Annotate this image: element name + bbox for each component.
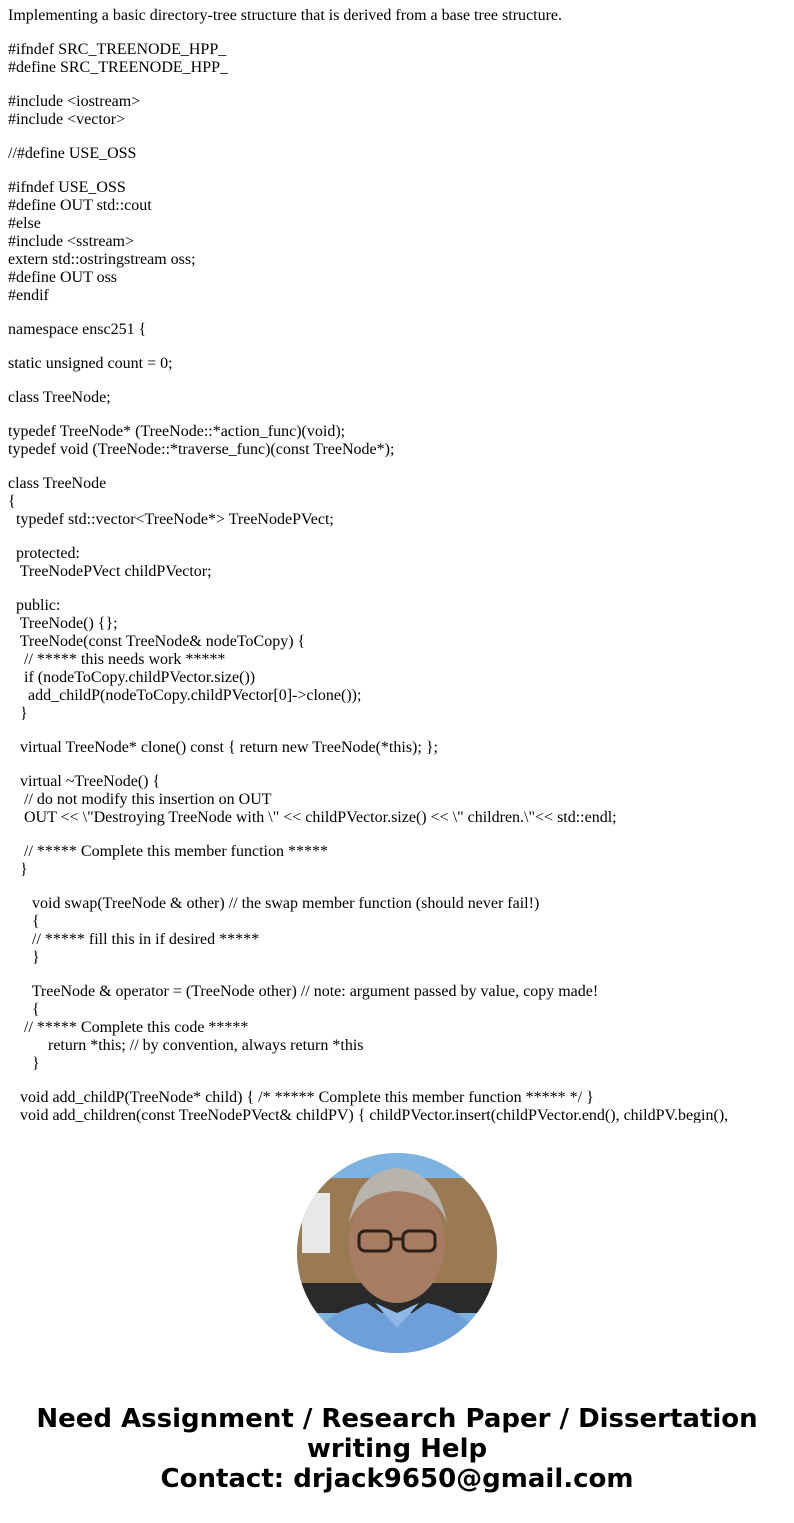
code-line: #include <vector> xyxy=(8,111,126,128)
code-paragraph xyxy=(8,475,788,529)
code-paragraph xyxy=(8,145,788,163)
code-paragraph xyxy=(8,1089,788,1123)
code-line: virtual ~TreeNode() { xyxy=(8,773,161,790)
code-line: static unsigned count = 0; xyxy=(8,355,173,372)
code-line: // ***** Complete this member function ***** xyxy=(8,843,328,860)
code-line: } xyxy=(8,705,28,722)
code-line: #include <sstream> xyxy=(8,233,135,250)
code-line: public: xyxy=(8,597,61,614)
code-line: // do not modify this insertion on OUT xyxy=(8,791,272,808)
code-paragraph xyxy=(8,93,788,129)
footer-contact-email: Contact: drjack9650@gmail.com xyxy=(160,1464,634,1494)
code-line: virtual TreeNode* clone() const { return new TreeNode(*this); }; xyxy=(8,739,438,756)
person-photo-icon xyxy=(297,1153,497,1353)
code-paragraph xyxy=(8,179,788,305)
code-line: TreeNode() {}; xyxy=(8,615,118,632)
code-listing xyxy=(8,41,788,1123)
code-line: typedef TreeNode* (TreeNode::*action_func)(void); xyxy=(8,423,346,440)
code-paragraph xyxy=(8,41,788,77)
code-line: void add_children(const TreeNodePVect& childPV) { childPVector.insert(childPVector.end(), childPV.begin(), xyxy=(8,1107,729,1123)
code-line: // ***** fill this in if desired ***** xyxy=(8,931,260,948)
code-line: #ifndef SRC_TREENODE_HPP_ xyxy=(8,41,227,58)
code-line: #ifndef USE_OSS xyxy=(8,179,126,196)
code-paragraph xyxy=(8,389,788,407)
code-line: #define OUT oss xyxy=(8,269,118,286)
code-line: TreeNodePVect childPVector; xyxy=(8,563,212,580)
intro-text: Implementing a basic directory-tree structure that is derived from a base tree structure. xyxy=(8,7,562,24)
code-line: TreeNode & operator = (TreeNode other) // note: argument passed by value, copy made! xyxy=(8,983,599,1000)
code-line: { xyxy=(8,913,40,930)
code-line: // ***** Complete this code ***** xyxy=(8,1019,249,1036)
code-paragraph xyxy=(8,321,788,339)
code-line: #define OUT std::cout xyxy=(8,197,152,214)
code-line: typedef std::vector<TreeNode*> TreeNodePVect; xyxy=(8,511,334,528)
document-body xyxy=(8,7,788,1123)
code-paragraph xyxy=(8,355,788,373)
code-paragraph xyxy=(8,843,788,879)
code-line: class TreeNode xyxy=(8,475,107,492)
code-line: typedef void (TreeNode::*traverse_func)(const TreeNode*); xyxy=(8,441,395,458)
code-line: #endif xyxy=(8,287,49,304)
code-line: class TreeNode; xyxy=(8,389,111,406)
code-line: #else xyxy=(8,215,41,232)
code-paragraph xyxy=(8,739,788,757)
code-paragraph xyxy=(8,895,788,967)
code-paragraph xyxy=(8,423,788,459)
code-paragraph xyxy=(8,773,788,827)
footer-headline-2: writing Help xyxy=(306,1434,488,1464)
code-line: TreeNode(const TreeNode& nodeToCopy) { xyxy=(8,633,306,650)
code-line: } xyxy=(8,1055,40,1072)
code-line: add_childP(nodeToCopy.childPVector[0]->clone()); xyxy=(8,687,362,704)
code-line: extern std::ostringstream oss; xyxy=(8,251,196,268)
footer-headline-1: Need Assignment / Research Paper / Dissertation xyxy=(36,1404,758,1434)
code-line: void swap(TreeNode & other) // the swap member function (should never fail!) xyxy=(8,895,540,912)
code-line: #define SRC_TREENODE_HPP_ xyxy=(8,59,228,76)
code-line: return *this; // by convention, always return *this xyxy=(8,1037,364,1054)
code-paragraph xyxy=(8,983,788,1073)
code-line: #include <iostream> xyxy=(8,93,141,110)
code-line: void add_childP(TreeNode* child) { /* ***** Complete this member function ***** */ } xyxy=(8,1089,594,1106)
code-line: protected: xyxy=(8,545,80,562)
code-line: //#define USE_OSS xyxy=(8,145,137,162)
code-paragraph xyxy=(8,545,788,581)
code-line: // ***** this needs work ***** xyxy=(8,651,226,668)
contact-footer xyxy=(0,1404,794,1494)
code-line: { xyxy=(8,493,16,510)
code-line: { xyxy=(8,1001,40,1018)
code-line: } xyxy=(8,949,40,966)
code-line: namespace ensc251 { xyxy=(8,321,147,338)
code-line: if (nodeToCopy.childPVector.size()) xyxy=(8,669,256,686)
code-line: } xyxy=(8,861,28,878)
code-line: OUT << \"Destroying TreeNode with \" << childPVector.size() << \" children.\"<< std::endl; xyxy=(8,809,617,826)
code-paragraph xyxy=(8,597,788,723)
author-avatar xyxy=(297,1153,497,1353)
